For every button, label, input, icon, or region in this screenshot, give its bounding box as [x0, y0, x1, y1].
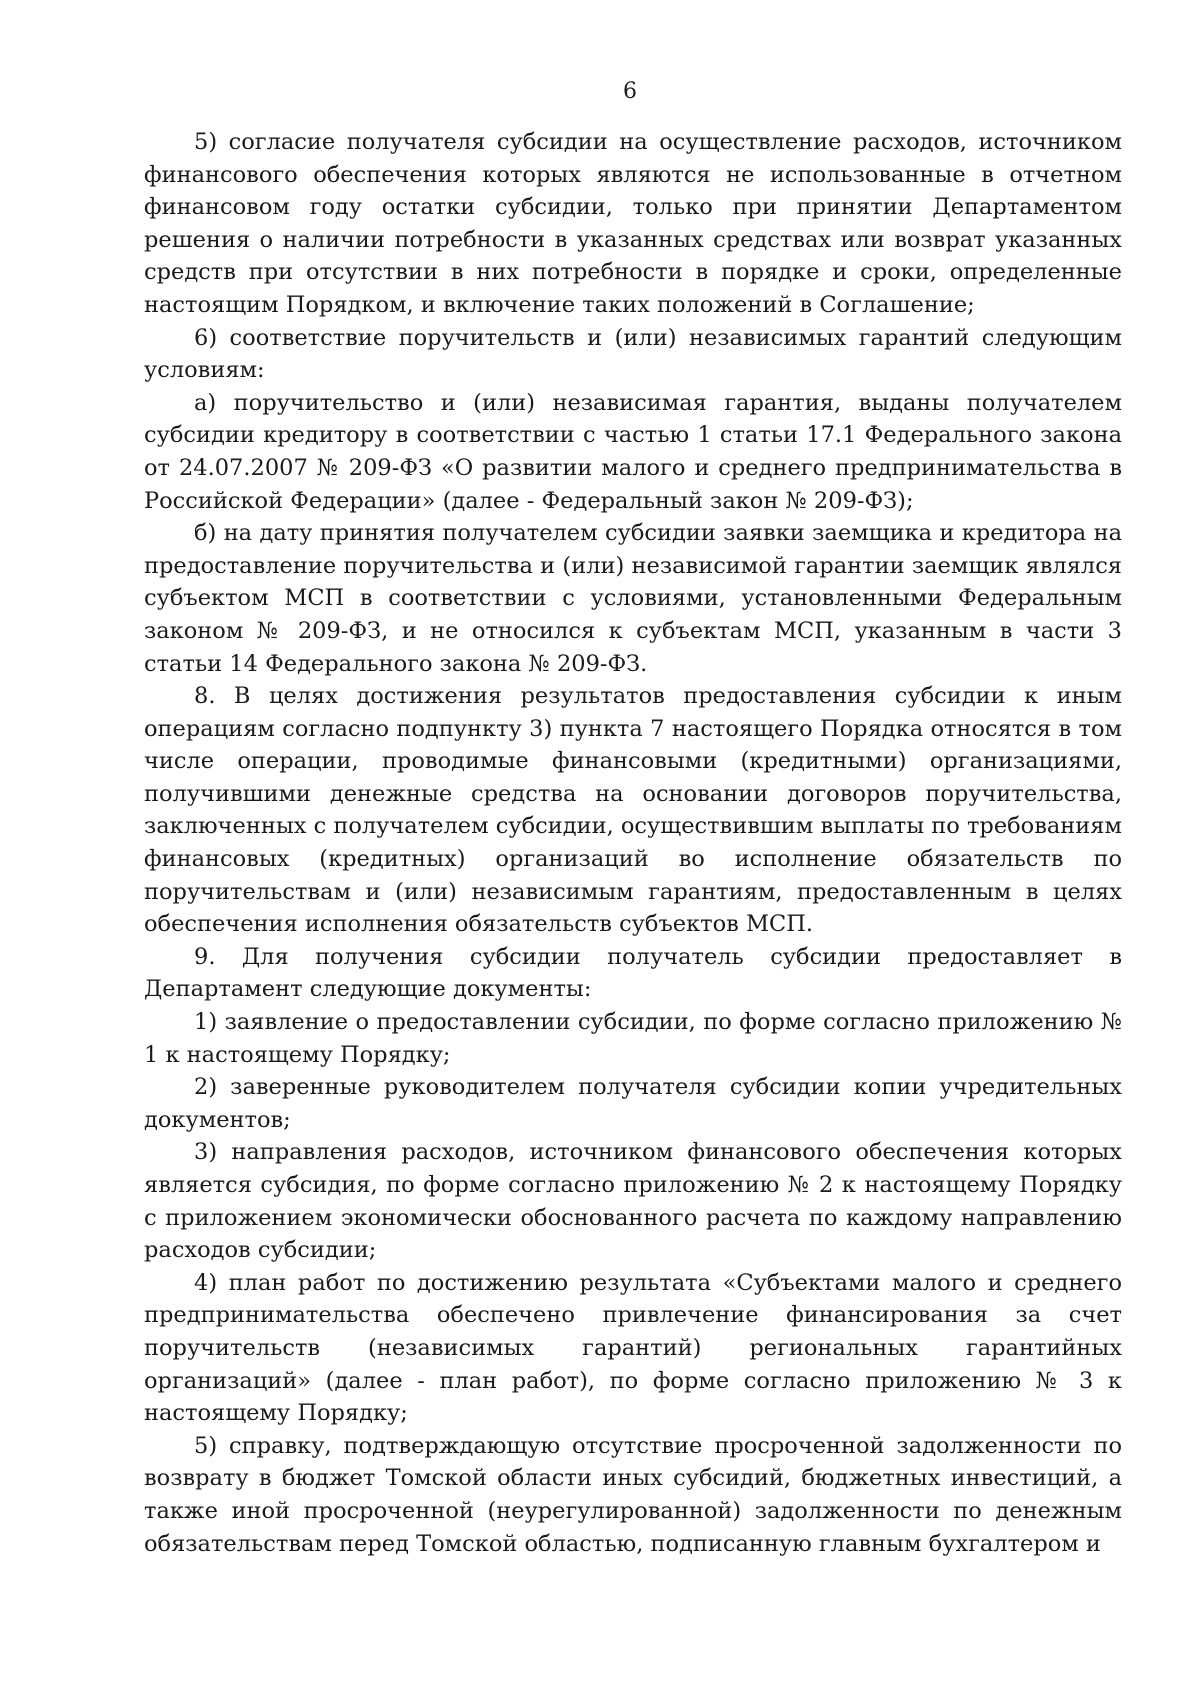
paragraph-doc-1: 1) заявление о предоставлении субсидии, по форме согласно приложению № 1 к настоящему Порядку; — [144, 1009, 1122, 1068]
page-number: 6 — [623, 79, 637, 104]
paragraph-clause-8: 8. В целях достижения результатов предоставления субсидии к иным операциям согласно подпункту 3) пункта 7 настоящего Порядка относятся в том числе операции, проводимые финансовыми (кредитными) организациями, получившими денежные средства на основании договоров поручительства, заключенных с получателем субсидии, осуществившим выплаты по требованиям финансовых (кредитных) организаций во исполнение обязательств по поручительствам и (или) независимым гарантиям, предоставленным в целях обеспечения исполнения обязательств субъектов МСП. — [144, 683, 1122, 938]
paragraph-subitem-b: б) на дату принятия получателем субсидии заявки заемщика и кредитора на предоставление поручительства и (или) независимой гарантии заемщик являлся субъектом МСП в соответствии с условиями, установленными Федеральным законом № 209-ФЗ, и не относился к субъектам МСП, указанным в части 3 статьи 14 Федерального закона № 209-ФЗ. — [144, 520, 1122, 677]
paragraph-clause-9: 9. Для получения субсидии получатель субсидии предоставляет в Департамент следующие документы: — [144, 943, 1122, 1003]
paragraph-doc-3: 3) направления расходов, источником финансового обеспечения которых является субсидия, по форме согласно приложению № 2 к настоящему Порядку с приложением экономически обоснованного расчета по каждому направлению расходов субсидии; — [144, 1139, 1122, 1264]
paragraph-doc-2: 2) заверенные руководителем получателя субсидии копии учредительных документов; — [144, 1074, 1122, 1133]
paragraph-doc-4: 4) план работ по достижению результата «Субъектами малого и среднего предпринимательства обеспечено привлечение финансирования за счет поручительств (независимых гарантий) региональных гарантийных организаций» (далее - план работ), по форме согласно приложению № 3 к настоящему Порядку; — [144, 1269, 1122, 1427]
paragraph-subitem-a: а) поручительство и (или) независимая гарантия, выданы получателем субсидии кредитору в соответствии с частью 1 статьи 17.1 Федерального закона от 24.07.2007 № 209-ФЗ «О развитии малого и среднего предпринимательства в Российской Федерации» (далее - Федеральный закон № 209-ФЗ); — [144, 389, 1122, 514]
paragraph-item-6-conditions: 6) соответствие поручительств и (или) независимых гарантий следующим условиям: — [144, 324, 1122, 384]
paragraph-doc-5: 5) справку, подтверждающую отсутствие просроченной задолженности по возврату в бюджет Томской области иных субсидий, бюджетных инвестиций, а также иной просроченной (неурегулированной) задолженности по денежным обязательствам перед Томской областью, подписанную главным бухгалтером и — [144, 1432, 1122, 1557]
document-body — [144, 126, 1122, 1560]
paragraph-item-5-consent: 5) согласие получателя субсидии на осуществление расходов, источником финансового обеспечения которых являются не использованные в отчетном финансовом году остатки субсидии, только при принятии Департаментом решения о наличии потребности в указанных средствах или возврат указанных средств при отсутствии в них потребности в порядке и сроки, определенные настоящим Порядком, и включение таких положений в Соглашение; — [144, 129, 1122, 318]
